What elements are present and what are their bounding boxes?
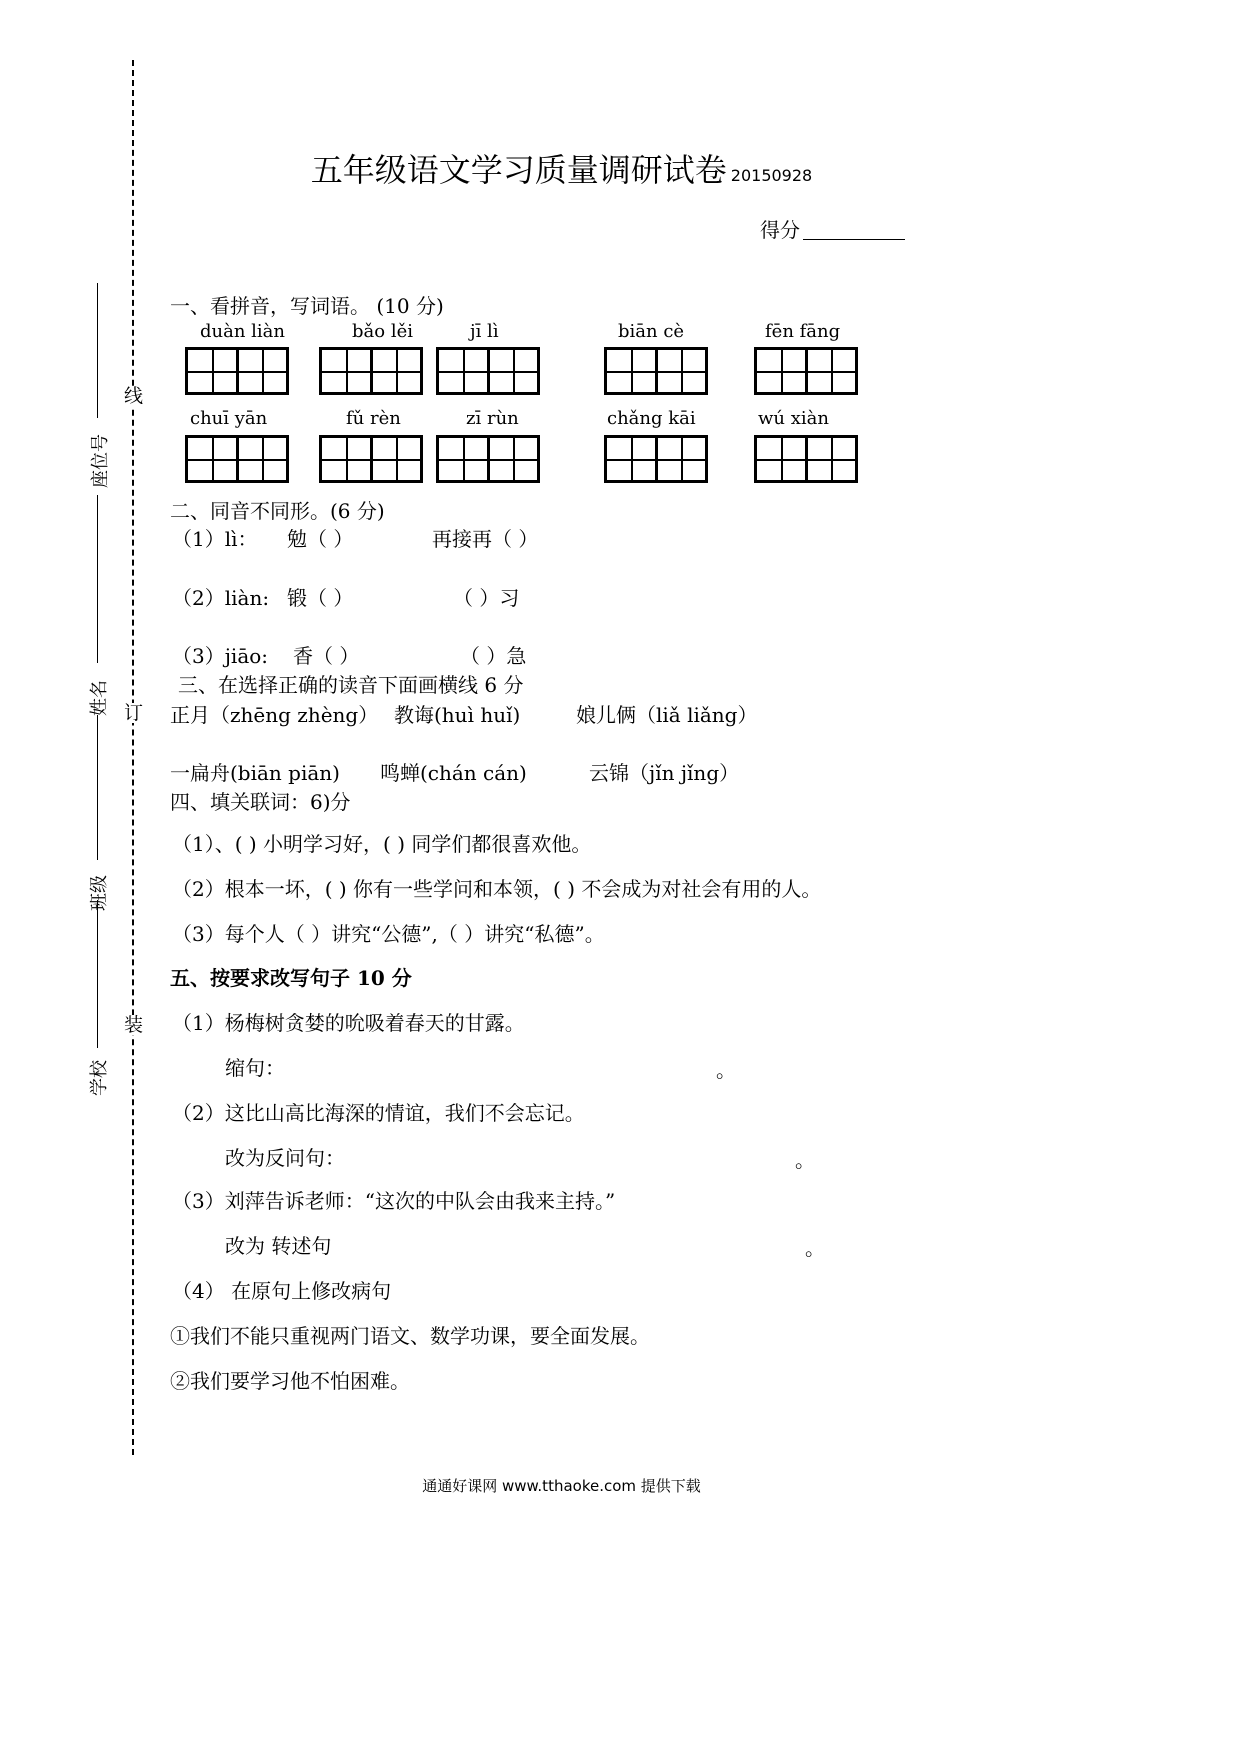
s5-q3: （3）刘萍告诉老师：“这次的中队会由我来主持。”: [172, 1189, 616, 1213]
writing-grid[interactable]: [319, 435, 423, 483]
writing-grid[interactable]: [754, 435, 858, 483]
s2-q3-label: （3）jiāo:: [172, 644, 269, 668]
writing-grid[interactable]: [185, 347, 289, 395]
class-label: 班级: [89, 875, 110, 911]
writing-grid[interactable]: [436, 347, 540, 395]
s5-q1: （1）杨梅树贪婪的吮吸着春天的甘露。: [172, 1011, 525, 1035]
pinyin-1-2: bǎo lěi: [352, 321, 413, 342]
writing-grid[interactable]: [754, 347, 858, 395]
writing-grid[interactable]: [604, 435, 708, 483]
footer-text: 通通好课网 www.tthaoke.com 提供下载: [422, 1477, 701, 1495]
binding-mark-xian: 线: [124, 385, 144, 407]
section4-heading: 四、填关联词：6)分: [170, 790, 351, 814]
seat-number-line[interactable]: [97, 283, 98, 418]
pinyin-2-3: zī rùn: [466, 408, 519, 429]
score-blank[interactable]: [803, 239, 905, 240]
school-label: 学校: [89, 1060, 110, 1096]
s2-q2-b[interactable]: （ ）习: [453, 586, 520, 610]
s5-q2: （2）这比山高比海深的情谊，我们不会忘记。: [172, 1101, 585, 1125]
writing-grid[interactable]: [319, 347, 423, 395]
s5-q2-period: 。: [795, 1148, 815, 1172]
pinyin-2-1: chuī yān: [190, 408, 268, 429]
s5-q4: （4） 在原句上修改病句: [172, 1279, 392, 1303]
s4-q2[interactable]: （2）根本一坏，( ) 你有一些学问和本领，( ) 不会成为对社会有用的人。: [172, 877, 822, 901]
name-label: 姓名: [89, 680, 110, 716]
school-line[interactable]: [97, 900, 98, 1048]
writing-grid[interactable]: [604, 347, 708, 395]
page-title: [0, 145, 1123, 191]
section5-heading: 五、按要求改写句子 10 分: [170, 966, 412, 990]
s2-q2-a[interactable]: 锻（ ）: [287, 586, 354, 610]
s5-q4b[interactable]: ②我们要学习他不怕困难。: [170, 1369, 410, 1393]
writing-grid[interactable]: [185, 435, 289, 483]
s5-q1-hint: 缩句：: [225, 1056, 285, 1080]
s3-item-6[interactable]: 云锦（jǐn jǐng）: [589, 761, 740, 785]
s2-q1-label: （1）lì：: [172, 527, 258, 551]
binding-dashed-line: [132, 60, 134, 1455]
s2-q1-a[interactable]: 勉（ ）: [287, 527, 354, 551]
pinyin-2-2: fǔ rèn: [346, 408, 401, 429]
binding-mark-zhuang: 装: [124, 1014, 144, 1036]
s3-item-2[interactable]: 教诲(huì huǐ): [394, 703, 521, 727]
s4-q1[interactable]: （1）、( ) 小明学习好，( ) 同学们都很喜欢他。: [172, 832, 592, 856]
pinyin-1-1: duàn liàn: [200, 321, 285, 342]
name-line[interactable]: [97, 495, 98, 663]
s2-q1-b[interactable]: 再接再（ ）: [432, 527, 539, 551]
section2-heading: 二、同音不同形。(6 分): [170, 499, 385, 523]
score-label: 得分: [760, 218, 800, 242]
s5-q3-hint: 改为 转述句: [225, 1234, 332, 1258]
s3-item-1[interactable]: 正月（zhēng zhèng）: [170, 703, 379, 727]
writing-grid[interactable]: [436, 435, 540, 483]
pinyin-1-4: biān cè: [618, 321, 685, 342]
s5-q2-hint: 改为反问句：: [225, 1146, 345, 1170]
title-date: 20150928: [730, 166, 813, 185]
s2-q3-b[interactable]: （ ）急: [460, 644, 527, 668]
s5-q3-period: 。: [805, 1236, 825, 1260]
s5-q4a[interactable]: ①我们不能只重视两门语文、数学功课，要全面发展。: [170, 1324, 650, 1348]
binding-mark-ding: 订: [124, 702, 144, 724]
section3-heading: 三、在选择正确的读音下面画横线 6 分: [178, 673, 524, 697]
pinyin-1-3: jī lì: [470, 321, 499, 342]
s3-item-4[interactable]: 一扁舟(biān piān): [170, 761, 340, 785]
class-line[interactable]: [97, 715, 98, 860]
s3-item-5[interactable]: 鸣蝉(chán cán): [380, 761, 527, 785]
pinyin-1-5: fēn fāng: [765, 321, 841, 342]
s5-q1-period: 。: [716, 1058, 736, 1082]
s3-item-3[interactable]: 娘儿俩（liǎ liǎng）: [576, 703, 758, 727]
seat-number-label: 座位号: [90, 434, 111, 488]
pinyin-2-4: chǎng kāi: [607, 408, 696, 429]
s4-q3[interactable]: （3）每个人（ ）讲究“公德”,（ ）讲究“私德”。: [172, 922, 605, 946]
s2-q2-label: （2）liàn:: [172, 586, 270, 610]
section1-heading: 一、看拼音，写词语。 (10 分): [170, 294, 444, 318]
title-text: 五年级语文学习质量调研试卷: [310, 151, 727, 189]
s2-q3-a[interactable]: 香（ ）: [293, 644, 360, 668]
pinyin-2-5: wú xiàn: [758, 408, 829, 429]
